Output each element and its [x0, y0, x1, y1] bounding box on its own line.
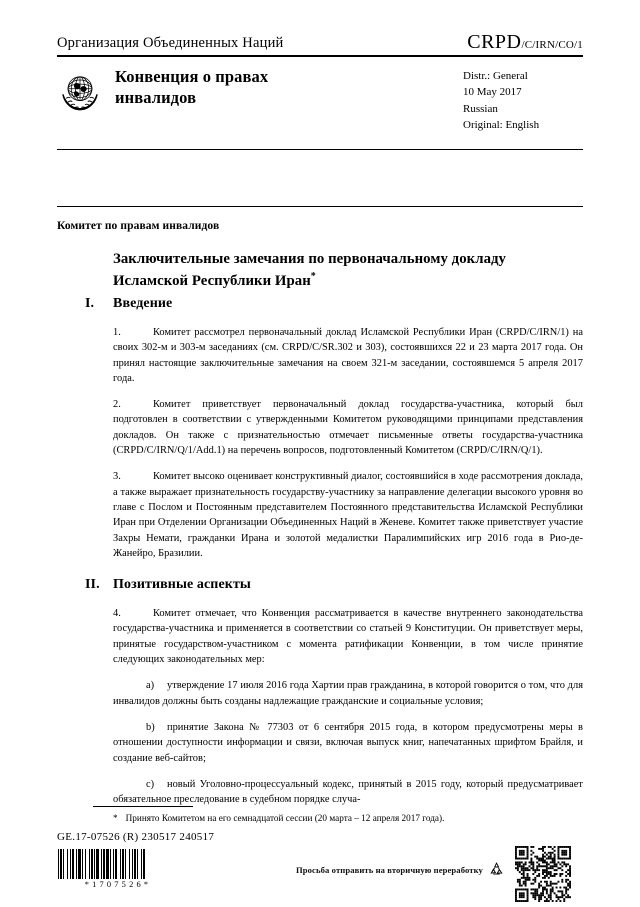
document-symbol	[467, 32, 583, 52]
paragraph-text: принятие Закона № 77303 от 6 сентября 2015 года, в котором предусмотрены меры в отношении доступности информации и связи, включая выпуск книг, напечатанных шрифтом Брайля, и создание веб-сайтов;	[113, 721, 583, 764]
footnote-text: Принято Комитетом на его семнадцатой сессии (20 марта – 12 апреля 2017 года).	[125, 813, 445, 823]
paragraph-number: 4.	[113, 608, 121, 620]
job-number: GE.17-07526 (R) 230517 240517	[57, 831, 215, 843]
footnote	[113, 812, 583, 825]
distribution-block	[463, 68, 583, 133]
masthead-top-row	[57, 32, 583, 55]
paragraph	[113, 469, 583, 561]
sub-paragraph	[113, 777, 583, 808]
recycle-icon	[488, 861, 505, 878]
committee-name: Комитет по правам инвалидов	[57, 220, 220, 232]
footnote-area	[57, 806, 583, 825]
sub-paragraph	[113, 720, 583, 766]
recycle-notice	[296, 861, 505, 878]
masthead-body-row	[57, 57, 583, 149]
document-symbol-main: CRPD	[467, 31, 522, 53]
paragraph-number: 2.	[113, 399, 121, 411]
section-rule	[57, 206, 583, 207]
heading-spacer	[57, 593, 583, 606]
section-spacer	[57, 561, 583, 577]
distr-date: 10 May 2017	[463, 86, 522, 99]
page-title	[113, 250, 513, 291]
sub-paragraph	[113, 678, 583, 709]
masthead-left	[57, 66, 345, 114]
paragraph-spacer	[57, 709, 583, 720]
barcode-text: *1707526*	[84, 880, 152, 889]
recycle-text: Просьба отправить на вторичную переработку	[296, 864, 483, 875]
paragraph-spacer	[57, 766, 583, 777]
distr-line: Distr.: General	[463, 70, 528, 82]
section-heading	[57, 577, 583, 593]
paragraph-number: 1.	[113, 327, 121, 338]
paragraph-text: Комитет рассмотрел первоначальный доклад Исламской Республики Иран (CRPD/C/IRN/1) на своих 302-м и 303-м заседаниях (см. CRPD/C/SR.302 и 303), состоявшихся 22 и 23 марта 2017 года. Он принял настоящие заключительные замечания на своем 321-м заседании, состоявшемся 5 апреля 2017 года.	[113, 327, 583, 384]
paragraph-spacer	[57, 667, 583, 678]
distr-original: Original: English	[463, 118, 540, 131]
section-heading-text: Введение	[113, 296, 173, 311]
paragraph-text: Комитет отмечает, что Конвенция рассматривается в качестве внутреннего законодательства государства-участника и применяется в соответствии со статьей 9 Конституции. Он приветствует меры, принятые государством-участником с момента ратификации Конвенции, в том числе принятие следующих законодательных мер:	[113, 608, 583, 666]
masthead	[57, 32, 583, 150]
footnote-marker: *	[113, 813, 118, 823]
paragraph-number: b)	[146, 721, 155, 733]
paragraph-number: c)	[146, 778, 155, 790]
barcode-icon	[57, 849, 179, 879]
page-title-text: Заключительные замечания по первоначальному докладу Исламской Республики Иран	[113, 251, 507, 289]
paragraph-number: a)	[146, 680, 155, 692]
section-heading	[57, 296, 583, 312]
footnote-separator	[93, 806, 193, 807]
paragraph-text: Комитет приветствует первоначальный доклад государства-участника, который был подготовлен в соответствии с утвержденными Комитетом руководящими принципами представления докладов. Он также с признательностью отмечает письменные ответы государства-участника (CRPD/C/IRN/Q/1/Add.1) на перечень вопросов, подготовленный Комитетом (CRPD/C/IRN/Q/1).	[113, 399, 583, 457]
paragraph-spacer	[57, 386, 583, 397]
title-footnote-marker: *	[310, 270, 316, 282]
paragraph-number: 3.	[113, 471, 121, 483]
section-heading-text: Позитивные аспекты	[113, 577, 251, 593]
paragraph-text: Комитет высоко оценивает конструктивный диалог, состоявшийся в ходе рассмотрения доклада, а также выражает признательность государству-участнику за направление делегации высокого уровня во главе с Послом и Постоянным представителем Постоянного представительства Исламской Республики Иран при Отделении Организации Объединенных Наций в Женеве. Комитет также приветствует участие Захры Немати, гражданки Ирана и золотой медалистки Паралимпийских игр 2016 года в Рио-де-Жанейро, Бразилии.	[113, 471, 583, 559]
masthead-rule-bottom	[57, 149, 583, 150]
barcode-block	[57, 849, 179, 889]
qr-code-icon	[515, 846, 571, 902]
heading-spacer	[57, 312, 583, 325]
section-numeral: II.	[85, 577, 100, 593]
section-numeral: I.	[85, 296, 95, 311]
distr-language: Russian	[463, 102, 498, 115]
qr-code-block	[515, 846, 571, 907]
document-body	[57, 296, 583, 807]
paragraph-spacer	[57, 458, 583, 469]
paragraph-text: утверждение 17 июля 2016 года Хартии прав гражданина, в которой говорится о том, что для инвалидов должны быть созданы надлежащие гражданские и социальные условия;	[113, 680, 583, 707]
paragraph-text: новый Уголовно-процессуальный кодекс, принятый в 2015 году, который предусматривает обязательное преследование в судебном порядке случа-	[113, 778, 583, 806]
paragraph	[113, 325, 583, 386]
paragraph	[113, 606, 583, 667]
organization-name: Организация Объединенных Наций	[57, 35, 284, 51]
document-symbol-suffix: /C/IRN/CO/1	[521, 39, 583, 51]
convention-title: Конвенция о правах инвалидов	[115, 67, 269, 108]
paragraph	[113, 397, 583, 458]
un-emblem-icon	[57, 68, 103, 114]
